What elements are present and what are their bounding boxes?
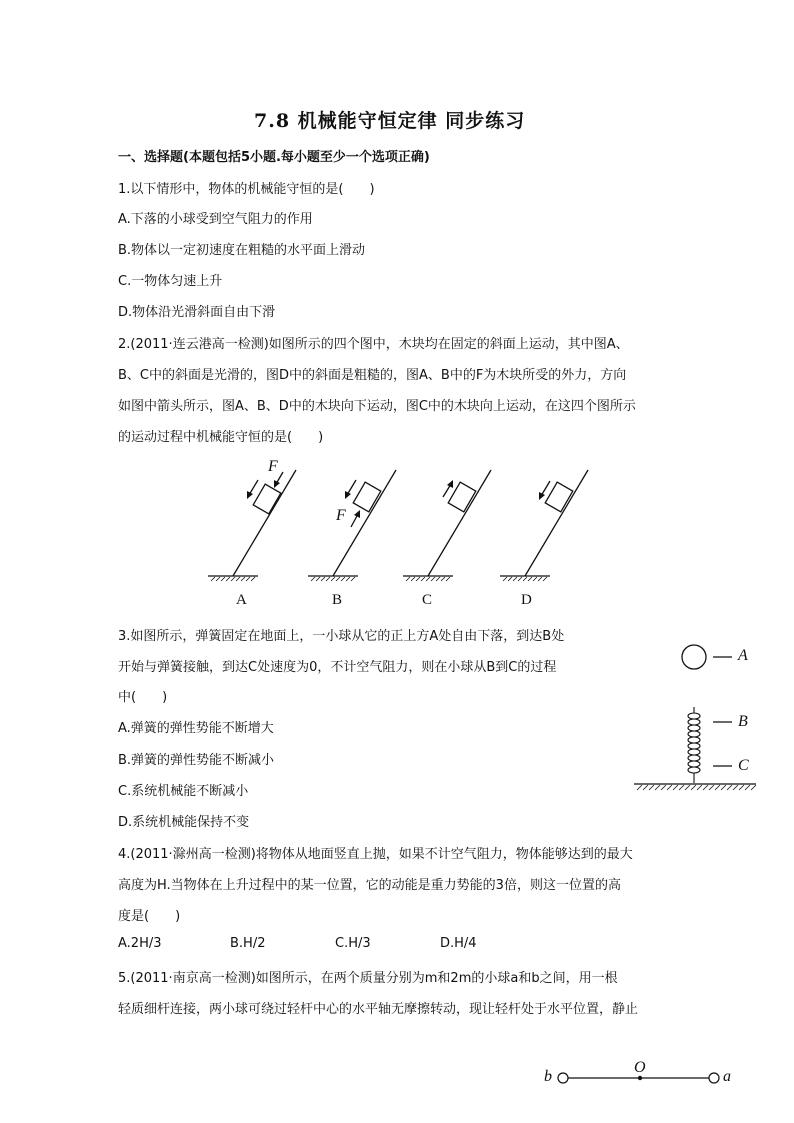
q5-label-b: b <box>544 1068 552 1085</box>
q4-option-a: A.2H/3 <box>118 936 162 951</box>
incline-d <box>500 470 588 581</box>
q3-option-c: C.系统机械能不断减小 <box>118 784 249 799</box>
incline-a <box>208 470 296 581</box>
q5-label-a: a <box>723 1068 731 1085</box>
q1-option-b: B.物体以一定初速度在粗糙的水平面上滑动 <box>118 243 366 258</box>
q1-option-d: D.物体沿光滑斜面自由下滑 <box>118 305 276 320</box>
q5-line-1: 5.(2011·南京高一检测)如图所示，在两个质量分别为m和2m的小球a和b之间，用一根 <box>118 971 618 986</box>
section-heading: 一、选择题(本题包括5小题.每小题至少一个选项正确) <box>118 150 430 165</box>
q4-option-d: D.H/4 <box>440 936 477 951</box>
q5-label-o: O <box>634 1059 646 1076</box>
ball-a <box>709 1073 719 1083</box>
incline-c-block <box>448 482 476 512</box>
q2-figure-label-b: B <box>332 592 343 608</box>
q2-line-4: 的运动过程中机械能守恒的是( ) <box>118 430 324 445</box>
q4-option-c: C.H/3 <box>335 936 371 951</box>
q1-option-c: C.一物体匀速上升 <box>118 274 223 289</box>
q2-force-label-a: F <box>268 458 278 475</box>
q2-line-3: 如图中箭头所示，图A、B、D中的木块向下运动，图C中的木块向上运动，在这四个图所示 <box>118 399 636 414</box>
ground <box>634 784 756 790</box>
q3-line-3: 中( ) <box>118 690 168 705</box>
spring <box>688 707 700 783</box>
page-title: 7.8 机械能守恒定律 同步练习 <box>254 110 526 132</box>
incline-c <box>403 470 491 581</box>
q2-figure-label-c: C <box>422 592 433 608</box>
incline-b-block <box>353 482 381 512</box>
ball-b <box>558 1073 568 1083</box>
q3-label-a: A <box>738 647 748 664</box>
incline-d-block <box>545 482 573 512</box>
q3-label-b: B <box>738 713 748 730</box>
q2-figure-label-d: D <box>521 592 532 608</box>
q1-stem: 1.以下情形中，物体的机械能守恒的是( ) <box>118 182 375 197</box>
q3-option-b: B.弹簧的弹性势能不断减小 <box>118 753 275 768</box>
q4-option-b: B.H/2 <box>230 936 266 951</box>
q5-line-2: 轻质细杆连接，两小球可绕过轻杆中心的水平轴无摩擦转动，现让轻杆处于水平位置，静止 <box>118 1002 639 1017</box>
q1-option-a: A.下落的小球受到空气阻力的作用 <box>118 212 313 227</box>
q3-line-1: 3.如图所示，弹簧固定在地面上，一小球从它的正上方A处自由下落，到达B处 <box>118 629 565 644</box>
q2-line-1: 2.(2011·连云港高一检测)如图所示的四个图中，木块均在固定的斜面上运动，其中图A、 <box>118 337 629 352</box>
q4-line-2: 高度为H.当物体在上升过程中的某一位置，它的动能是重力势能的3倍，则这一位置的高 <box>118 878 621 893</box>
q2-line-2: B、C中的斜面是光滑的，图D中的斜面是粗糙的，图A、B中的F为木块所受的外力，方向 <box>118 368 627 383</box>
incline-a-block <box>253 484 281 514</box>
q4-line-1: 4.(2011·滁州高一检测)将物体从地面竖直上抛，如果不计空气阻力，物体能够达到的最大 <box>118 847 633 862</box>
q2-force-label-b: F <box>336 507 346 524</box>
q3-label-c: C <box>738 757 749 774</box>
falling-ball <box>682 645 706 669</box>
q3-line-2: 开始与弹簧接触，到达C处速度为0，不计空气阻力，则在小球从B到C的过程 <box>118 660 557 675</box>
q4-line-3: 度是( ) <box>118 909 181 924</box>
q3-option-a: A.弹簧的弹性势能不断增大 <box>118 721 274 736</box>
incline-b <box>308 470 396 581</box>
q3-option-d: D.系统机械能保持不变 <box>118 815 250 830</box>
q2-figure-label-a: A <box>236 592 247 608</box>
